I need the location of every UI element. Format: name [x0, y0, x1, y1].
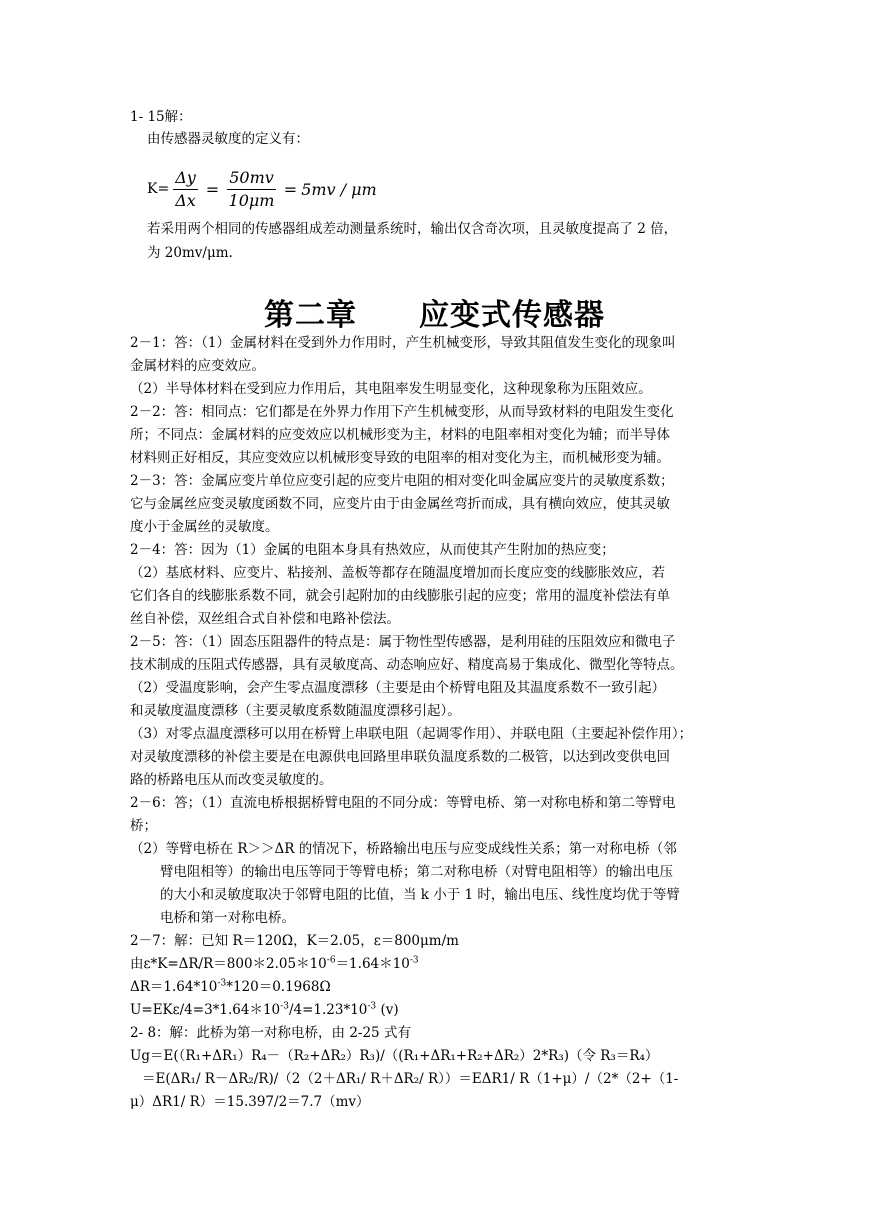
text-line: （2）半导体材料在受到应力作用后，其电阻率发生明显变化，这种现象称为压阻效应。 — [130, 381, 652, 397]
math-text: ΔR＝1.64*10 — [130, 979, 218, 995]
text-line: 和灵敏度温度漂移（主要灵敏度系数随温度漂移引起）。 — [130, 703, 461, 719]
text-line: （2）受温度影响，会产生零点温度漂移（主要是由个桥臂电阻及其温度系数不一致引起） — [130, 680, 666, 696]
fraction-denominator: 10μm — [228, 190, 275, 210]
math-line — [130, 999, 740, 1021]
text-line: 2－1：答：（1）金属材料在受到外力作用时，产生机械变形，导致其阻值发生变化的现象叫 — [130, 335, 676, 351]
text-line: 由传感器灵敏度的定义有： — [147, 131, 309, 147]
text-line: 2－5：答：（1）固态压阻器件的特点是：属于物性型传感器，是利用硅的压阻效应和微电子 — [130, 634, 676, 650]
math-text: *120＝0.1968Ω — [226, 979, 331, 995]
text-line: 2－4：答：因为（1）金属的电阻本身具有热效应，从而使其产生附加的热应变； — [130, 542, 615, 558]
fraction-numerator: 50mv — [227, 169, 276, 190]
text-line: 若采用两个相同的传感器组成差动测量系统时，输出仅含奇次项，且灵敏度提高了 2 倍， — [147, 221, 678, 237]
text-line: 它们各自的线膨胀系数不同，就会引起附加的由线膨胀引起的应变；常用的温度补偿法有单 — [130, 588, 670, 604]
text-line: 2－3：答：金属应变片单位应变引起的应变片电阻的相对变化叫金属应变片的灵敏度系数； — [130, 473, 674, 489]
text-line: 2－6：答；（1）直流电桥根据桥臂电阻的不同分成：等臂电桥、第一对称电桥和第二等臂电 — [130, 795, 676, 811]
exponent: -6 — [326, 955, 336, 966]
text-line: 为 20mv/μm. — [147, 245, 233, 261]
math-text: ＝1.64＊10 — [335, 956, 410, 972]
formula-lhs: K= — [147, 181, 170, 197]
math-text: (v) — [376, 1002, 399, 1018]
text-line: 丝自补偿，双丝组合式自补偿和电路补偿法。 — [130, 611, 400, 627]
equals-sign: = — [283, 179, 298, 199]
text-line: 对灵敏度漂移的补偿主要是在电源供电回路里串联负温度系数的二极管，以达到改变供电回 — [130, 749, 670, 765]
equals-sign: = — [205, 179, 220, 199]
math-line — [130, 976, 740, 998]
text-line: 技术制成的压阻式传感器，具有灵敏度高、动态响应好、精度高易于集成化、微型化等特点。 — [130, 657, 684, 673]
text-line: （3）对零点温度漂移可以用在桥臂上串联电阻（起调零作用）、并联电阻（主要起补偿作用）； — [130, 726, 693, 742]
chapter-title: 第二章 应变式传感器 — [264, 298, 605, 333]
math-line: ＝E(ΔR₁/ R－ΔR₂/R)/（2（2＋ΔR₁/ R＋ΔR₂/ R））＝EΔR1/ R（1+μ）/（2*（2+（1- — [142, 1071, 679, 1087]
math-text: U=EKε/4=3*1.64＊10 — [130, 1002, 281, 1018]
text-line: （2）基底材料、应变片、粘接剂、盖板等都存在随温度增加而长度应变的线膨胀效应，若 — [130, 565, 666, 581]
fraction-denominator: Δx — [175, 190, 196, 210]
text-line: 材料则正好相反，其应变效应以机械形变导致的电阻率的相对变化为主，而机械形变为辅。 — [130, 450, 670, 466]
text-line: 的大小和灵敏度取决于邻臂电阻的比值，当 k 小于 1 时，输出电压、线性度均优于等臂 — [160, 887, 680, 903]
text-line: 金属材料的应变效应。 — [130, 358, 265, 374]
exponent: -3 — [217, 978, 227, 989]
text-line: 臂电阻相等）的输出电压等同于等臂电桥；第二对称电桥（对臂电阻相等）的输出电压 — [160, 864, 673, 880]
text-line: 度小于金属丝的灵敏度。 — [130, 519, 279, 535]
text-line: 路的桥路电压从而改变灵敏度的。 — [130, 772, 333, 788]
exponent: -3 — [367, 1001, 377, 1012]
text-line: 所；不同点：金属材料的应变效应以机械形变为主，材料的电阻率相对变化为辅；而半导体 — [130, 427, 670, 443]
text-line: 2－7：解：已知 R＝120Ω，K＝2.05，ε＝800μm/m — [130, 933, 459, 949]
sensitivity-formula — [147, 163, 377, 215]
text-line: 2－2：答：相同点：它们都是在外界力作用下产生机械变形，从而导致材料的电阻发生变化 — [130, 404, 674, 420]
math-line: Ug＝E(（R₁+ΔR₁）R₄－（R₂+ΔR₂）R₃)/（(R₁+ΔR₁+R₂+ΔR₂）2*R₃)（令 R₃＝R₄） — [130, 1048, 659, 1064]
text-line: （2）等臂电桥在 R＞＞ΔR 的情况下，桥路输出电压与应变成线性关系；第一对称电桥（邻 — [130, 841, 677, 857]
fraction-numerator: Δy — [173, 169, 198, 190]
exponent: -3 — [280, 1001, 289, 1012]
math-text: /4=1.23*10 — [288, 1002, 368, 1018]
text-line: 电桥和第一对称电桥。 — [160, 910, 295, 926]
math-line: 2- 8：解：此桥为第一对称电桥，由 2-25 式有 — [130, 1025, 411, 1041]
math-text: 由ε*K=ΔR/R＝800＊2.05＊10 — [130, 956, 327, 972]
exponent: -3 — [409, 955, 419, 966]
formula-result: 5mv / μm — [301, 179, 377, 199]
text-line: 它与金属丝应变灵敏度函数不同，应变片由于由金属丝弯折而成，具有横向效应，使其灵敏 — [130, 496, 670, 512]
fraction-values — [227, 169, 276, 210]
text-line: 桥； — [130, 818, 157, 834]
math-line: μ）ΔR1/ R）＝15.397/2＝7.7（mv） — [130, 1094, 370, 1110]
fraction-delta — [173, 169, 198, 210]
math-line — [130, 953, 740, 975]
problem-heading: 1- 15解： — [130, 109, 192, 125]
